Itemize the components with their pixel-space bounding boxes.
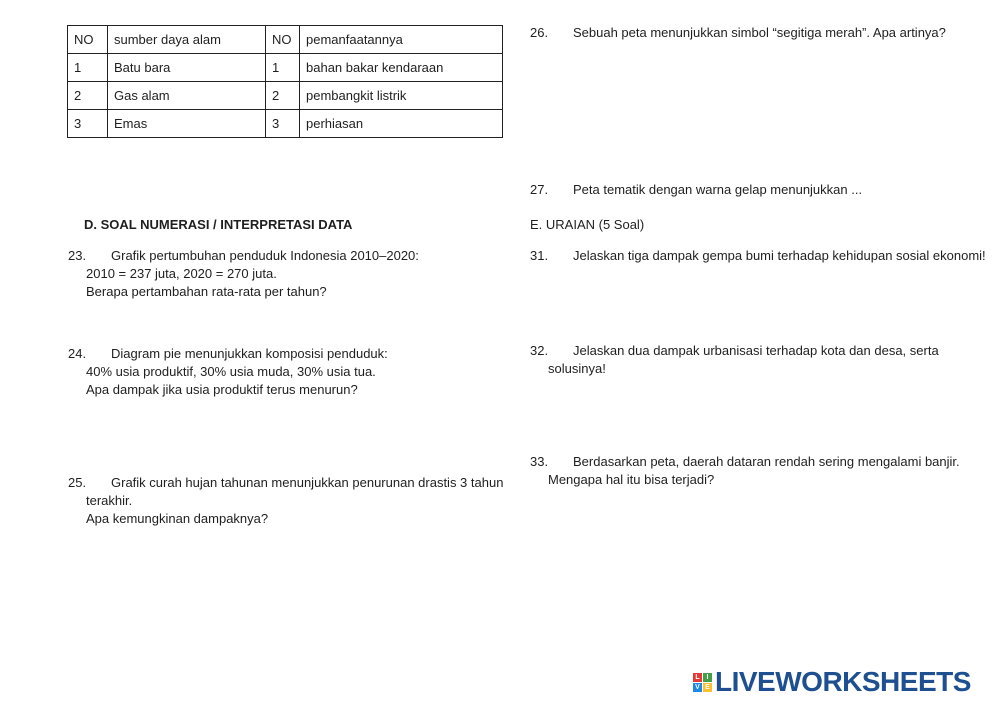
question-text: Peta tematik dengan warna gelap menunjukkan ... xyxy=(573,182,863,197)
question-text: Sebuah peta menunjukkan simbol “segitiga merah”. Apa artinya? xyxy=(573,25,946,40)
table-cell: Gas alam xyxy=(108,82,266,110)
question-number: 25. xyxy=(68,475,87,490)
table-header-cell: NO xyxy=(68,26,108,54)
question-number: 27. xyxy=(530,182,549,197)
question-25 xyxy=(68,474,503,528)
section-d-heading: D. SOAL NUMERASI / INTERPRETASI DATA xyxy=(84,217,353,232)
question-text: Apa kemungkinan dampaknya? xyxy=(86,511,269,526)
table-row xyxy=(68,54,503,82)
question-text: Berapa pertambahan rata-rata per tahun? xyxy=(86,284,327,299)
question-text: Jelaskan dua dampak urbanisasi terhadap kota dan desa, serta xyxy=(573,343,939,358)
table-cell: 3 xyxy=(266,110,300,138)
section-e-heading: E. URAIAN (5 Soal) xyxy=(530,217,645,232)
question-number: 31. xyxy=(530,248,549,263)
question-33 xyxy=(530,453,960,489)
table-cell: 2 xyxy=(266,82,300,110)
question-number: 32. xyxy=(530,343,549,358)
table-header-cell: NO xyxy=(266,26,300,54)
question-31 xyxy=(530,247,986,265)
table-cell: 1 xyxy=(68,54,108,82)
table-row xyxy=(68,110,503,138)
resources-table xyxy=(67,25,503,138)
logo-icon xyxy=(693,673,712,692)
table-header-cell: sumber daya alam xyxy=(108,26,266,54)
question-24 xyxy=(68,345,388,399)
question-text: Jelaskan tiga dampak gempa bumi terhadap kehidupan sosial ekonomi! xyxy=(573,248,986,263)
question-text: Mengapa hal itu bisa terjadi? xyxy=(548,472,715,487)
table-cell: Batu bara xyxy=(108,54,266,82)
question-text: Diagram pie menunjukkan komposisi penduduk: xyxy=(111,346,388,361)
question-23 xyxy=(68,247,419,301)
table-cell: 1 xyxy=(266,54,300,82)
question-text: 2010 = 237 juta, 2020 = 270 juta. xyxy=(86,266,277,281)
question-number: 23. xyxy=(68,248,87,263)
question-26 xyxy=(530,24,946,42)
question-text: Grafik curah hujan tahunan menunjukkan penurunan drastis 3 tahun xyxy=(111,475,504,490)
table-header-row xyxy=(68,26,503,54)
question-text: Apa dampak jika usia produktif terus menurun? xyxy=(86,382,358,397)
logo-text: LIVEWORKSHEETS xyxy=(715,666,971,697)
table-cell: perhiasan xyxy=(300,110,503,138)
question-text: terakhir. xyxy=(86,493,133,508)
question-number: 24. xyxy=(68,346,87,361)
liveworksheets-logo xyxy=(693,667,971,697)
logo-block: L xyxy=(693,673,702,682)
table-row xyxy=(68,82,503,110)
table-cell: bahan bakar kendaraan xyxy=(300,54,503,82)
table-cell: pembangkit listrik xyxy=(300,82,503,110)
question-text: Grafik pertumbuhan penduduk Indonesia 2010–2020: xyxy=(111,248,419,263)
question-text: solusinya! xyxy=(548,361,606,376)
question-32 xyxy=(530,342,939,378)
logo-block: V xyxy=(693,683,702,692)
question-text: Berdasarkan peta, daerah dataran rendah sering mengalami banjir. xyxy=(573,454,960,469)
table-header-cell: pemanfaatannya xyxy=(300,26,503,54)
question-text: 40% usia produktif, 30% usia muda, 30% usia tua. xyxy=(86,364,376,379)
table-cell: 2 xyxy=(68,82,108,110)
question-number: 33. xyxy=(530,454,549,469)
logo-block: I xyxy=(703,673,712,682)
question-number: 26. xyxy=(530,25,549,40)
question-27 xyxy=(530,181,862,199)
logo-block: E xyxy=(703,683,712,692)
table-cell: 3 xyxy=(68,110,108,138)
table-cell: Emas xyxy=(108,110,266,138)
